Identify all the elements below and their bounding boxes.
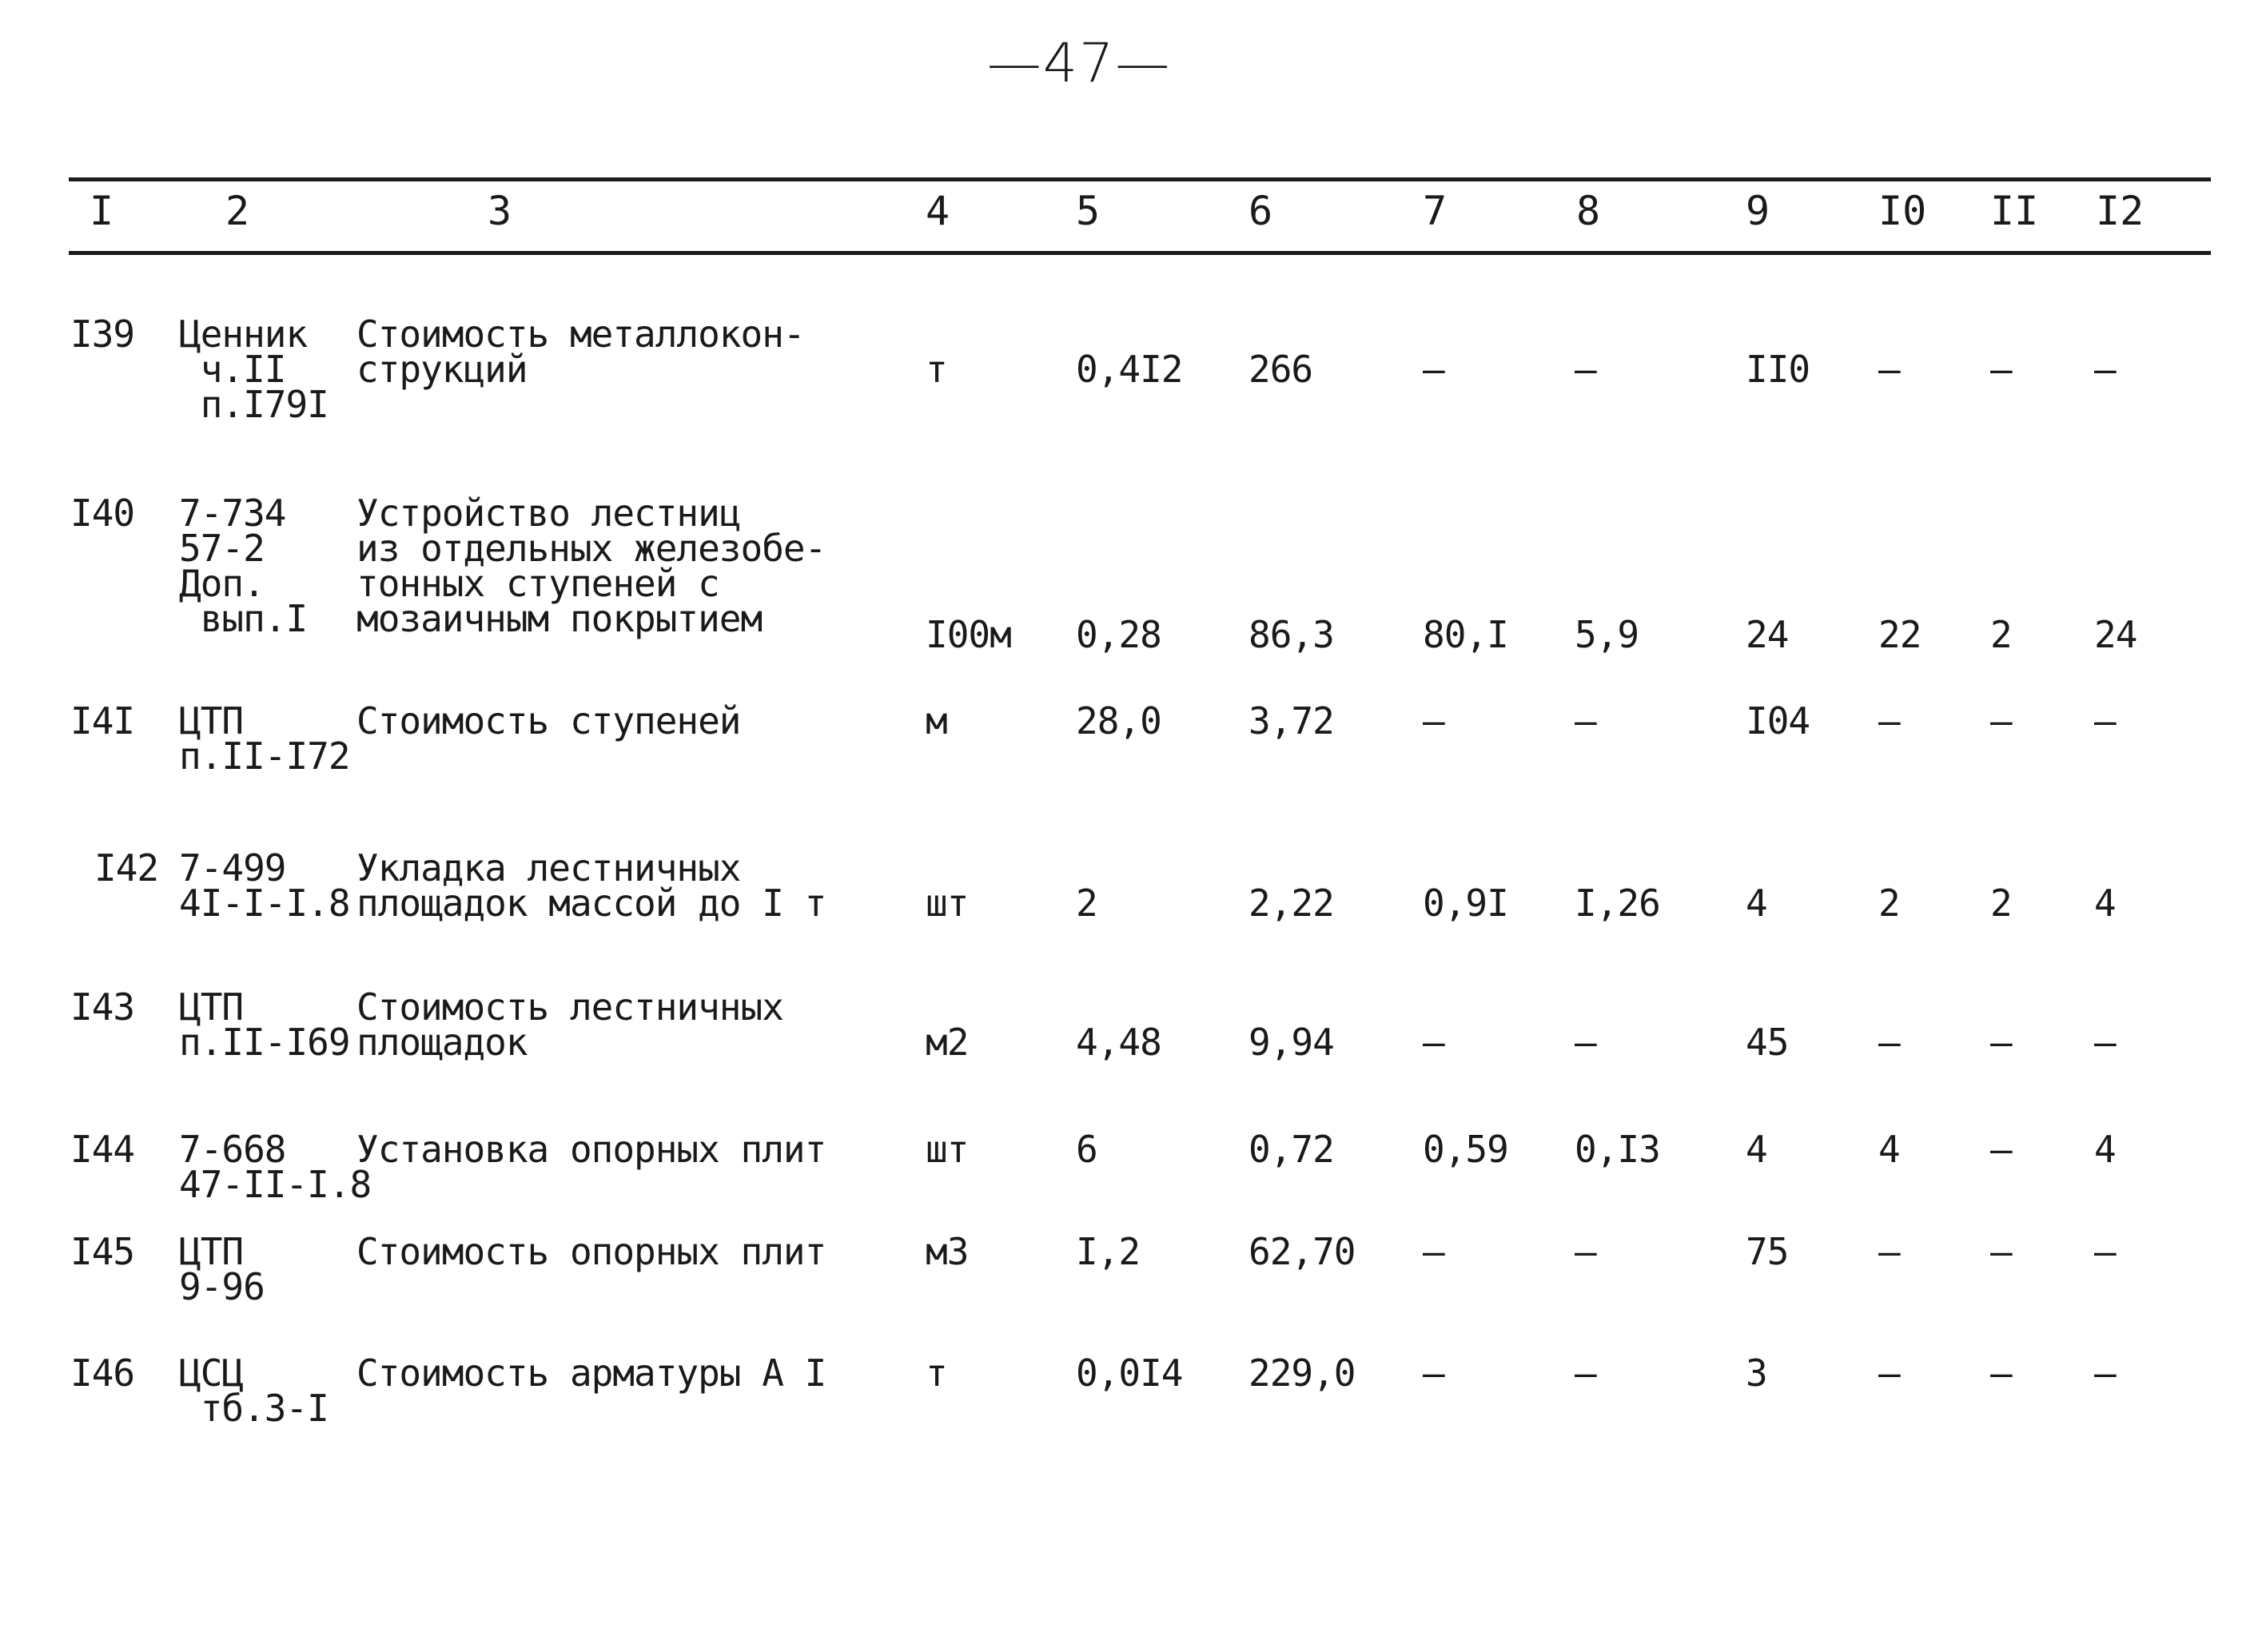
- cell-c8: 0,I3: [1575, 1128, 1660, 1171]
- cell-c7: –: [1423, 1021, 1444, 1064]
- cell-num: I39: [70, 312, 135, 356]
- cell-code: 7-499 4I-I-I.8: [179, 846, 350, 925]
- cell-qty: 4,48: [1076, 1021, 1161, 1064]
- cell-code: 7-734 57-2 Доп. вып.I: [179, 492, 308, 640]
- cell-c12: 4: [2094, 882, 2116, 925]
- cell-unit: т: [926, 1351, 947, 1395]
- cell-c11: –: [1990, 699, 2012, 742]
- cell-price: 62,70: [1248, 1230, 1356, 1273]
- cell-qty: I,2: [1076, 1230, 1141, 1273]
- cell-code: 7-668 47-II-I.8: [179, 1128, 372, 1206]
- cell-c12: –: [2094, 348, 2116, 391]
- cell-code: Ценник ч.II п.I79I: [179, 312, 329, 426]
- cell-unit: м2: [926, 1021, 969, 1064]
- header-cell-6: 6: [1248, 188, 1273, 234]
- cell-unit: т: [926, 348, 947, 391]
- cell-name: Стоимость арматуры А I: [356, 1351, 826, 1395]
- header-cell-9: 9: [1746, 188, 1770, 234]
- cell-c12: 4: [2094, 1128, 2116, 1171]
- cell-name: Устройство лестниц из отдельных железобе- тонных ступеней с мозаичным покрытием: [356, 492, 826, 640]
- cell-c11: –: [1990, 1351, 2012, 1395]
- cell-c8: I,26: [1575, 882, 1660, 925]
- header-cell-3: 3: [488, 188, 512, 234]
- cell-name: Стоимость лестничных площадок: [356, 985, 783, 1064]
- cell-c9: II0: [1746, 348, 1810, 391]
- header-cell-1: I: [90, 188, 114, 234]
- cell-c9: 3: [1746, 1351, 1767, 1395]
- cell-c8: –: [1575, 699, 1596, 742]
- cell-c10: 22: [1878, 613, 1922, 656]
- cell-qty: 0,0I4: [1076, 1351, 1183, 1395]
- cell-c11: –: [1990, 1230, 2012, 1273]
- cell-qty: 2: [1076, 882, 1097, 925]
- cell-c8: 5,9: [1575, 613, 1639, 656]
- cell-name: Стоимость металлокон- струкций: [356, 312, 805, 391]
- header-cell-5: 5: [1076, 188, 1101, 234]
- cell-c7: 0,9I: [1423, 882, 1508, 925]
- cell-c9: 24: [1746, 613, 1789, 656]
- cell-price: 9,94: [1248, 1021, 1334, 1064]
- header-bottom-rule: [69, 251, 2211, 255]
- cell-c10: –: [1878, 1230, 1900, 1273]
- cell-c8: –: [1575, 1230, 1596, 1273]
- cell-c9: 75: [1746, 1230, 1789, 1273]
- cell-c12: 24: [2094, 613, 2137, 656]
- cell-c9: 45: [1746, 1021, 1789, 1064]
- cell-price: 229,0: [1248, 1351, 1356, 1395]
- cell-code: ЦТП п.II-I72: [179, 699, 350, 778]
- cell-num: I4I: [70, 699, 135, 742]
- cell-price: 3,72: [1248, 699, 1334, 742]
- cell-num: I46: [70, 1351, 135, 1395]
- cell-c10: –: [1878, 699, 1900, 742]
- cell-qty: 6: [1076, 1128, 1097, 1171]
- header-cell-2: 2: [225, 188, 250, 234]
- cell-c10: –: [1878, 348, 1900, 391]
- cell-name: Установка опорных плит: [356, 1128, 826, 1171]
- cell-c11: –: [1990, 1021, 2012, 1064]
- cell-qty: 28,0: [1076, 699, 1161, 742]
- cell-num: I43: [70, 985, 135, 1029]
- cell-qty: 0,4I2: [1076, 348, 1183, 391]
- cell-c10: 2: [1878, 882, 1900, 925]
- cell-unit: м3: [926, 1230, 969, 1273]
- cell-name: Стоимость ступеней: [356, 699, 741, 742]
- cell-c7: –: [1423, 348, 1444, 391]
- cell-c10: –: [1878, 1021, 1900, 1064]
- cell-code: ЦТП п.II-I69: [179, 985, 350, 1064]
- header-cell-10: I0: [1878, 188, 1927, 234]
- cell-price: 2,22: [1248, 882, 1334, 925]
- cell-c12: –: [2094, 699, 2116, 742]
- cell-c11: –: [1990, 1128, 2012, 1171]
- cell-price: 0,72: [1248, 1128, 1334, 1171]
- cell-c7: 0,59: [1423, 1128, 1508, 1171]
- cell-unit: шт: [926, 882, 969, 925]
- cell-c10: 4: [1878, 1128, 1900, 1171]
- cell-unit: I00м: [926, 613, 1011, 656]
- cell-num: I40: [70, 492, 135, 535]
- cell-c12: –: [2094, 1021, 2116, 1064]
- cell-c8: –: [1575, 1021, 1596, 1064]
- page-number: —47—: [986, 32, 1172, 95]
- cell-c7: –: [1423, 1230, 1444, 1273]
- cell-price: 266: [1248, 348, 1313, 391]
- cell-code: ЦСЦ тб.3-I: [179, 1351, 329, 1430]
- cell-price: 86,3: [1248, 613, 1334, 656]
- cell-c7: –: [1423, 699, 1444, 742]
- header-cell-8: 8: [1576, 188, 1601, 234]
- cell-name: Стоимость опорных плит: [356, 1230, 826, 1273]
- cell-code: ЦТП 9-96: [179, 1230, 265, 1308]
- header-cell-11: II: [1990, 188, 2039, 234]
- cell-unit: м: [926, 699, 947, 742]
- cell-unit: шт: [926, 1128, 969, 1171]
- cell-c10: –: [1878, 1351, 1900, 1395]
- cell-c8: –: [1575, 1351, 1596, 1395]
- cell-c11: –: [1990, 348, 2012, 391]
- cell-c12: –: [2094, 1230, 2116, 1273]
- cell-c7: –: [1423, 1351, 1444, 1395]
- cell-c9: I04: [1746, 699, 1810, 742]
- cell-c8: –: [1575, 348, 1596, 391]
- cell-qty: 0,28: [1076, 613, 1161, 656]
- header-cell-7: 7: [1423, 188, 1448, 234]
- cell-num: I45: [70, 1230, 135, 1273]
- header-cell-12: I2: [2096, 188, 2145, 234]
- cell-c9: 4: [1746, 1128, 1767, 1171]
- cell-num: I42: [94, 846, 159, 890]
- cell-c11: 2: [1990, 613, 2012, 656]
- table-top-rule: [69, 177, 2211, 181]
- cell-c7: 80,I: [1423, 613, 1508, 656]
- cell-name: Укладка лестничных площадок массой до I т: [356, 846, 826, 925]
- header-cell-4: 4: [926, 188, 950, 234]
- cell-c11: 2: [1990, 882, 2012, 925]
- cell-c9: 4: [1746, 882, 1767, 925]
- cell-c12: –: [2094, 1351, 2116, 1395]
- cell-num: I44: [70, 1128, 135, 1171]
